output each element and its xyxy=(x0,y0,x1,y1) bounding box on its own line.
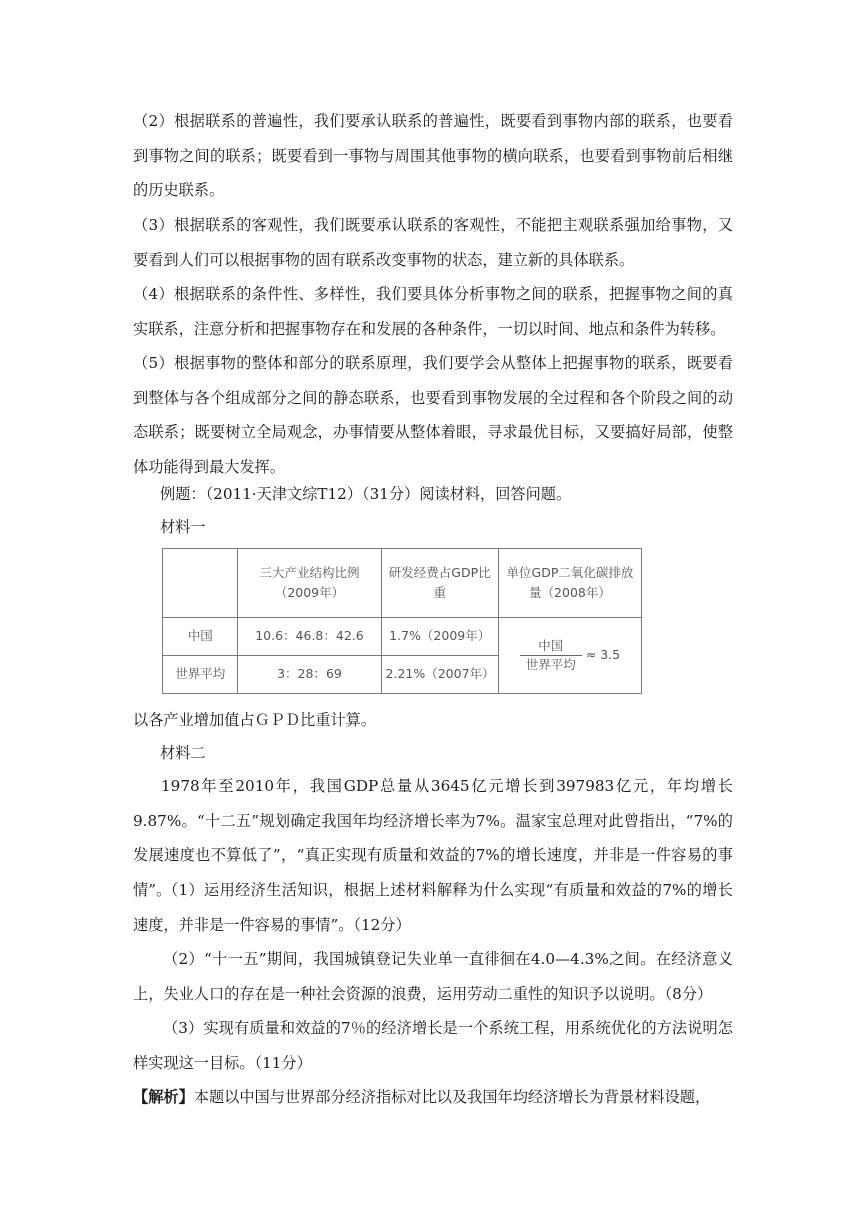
paragraph-3: （3）根据联系的客观性，我们既要承认联系的客观性，不能把主观联系强加给事物，又要看到人们可以根据事物的固有联系改变事物的状态，建立新的具体联系。 xyxy=(133,216,733,269)
analysis-paragraph xyxy=(133,1080,733,1115)
table-header-cell: 单位GDP二氧化碳排放量（2008年） xyxy=(498,549,641,618)
co2-value: ≈ 3.5 xyxy=(585,646,621,662)
structure-cell: 10.6：46.8：42.6 xyxy=(238,617,381,655)
paragraph-5: （5）根据事物的整体和部分的联系原理，我们要学会从整体上把握事物的联系，既要看到整体与各个组成部分之间的静态联系，也要看到事物发展的全过程和各个阶段之间的动态联系；既要树立全局观念，办事情要从整体着眼，寻求最优目标，又要搞好局部，使整体功能得到最大发挥。 xyxy=(133,354,733,476)
table-header-cell xyxy=(163,549,238,618)
table-header-cell: 研发经费占GDP比重 xyxy=(381,549,498,618)
table-note: 以各产业增加值占ＧＰＤ比重计算。 xyxy=(133,711,376,729)
co2-fraction xyxy=(520,637,582,674)
co2-numerator: 中国 xyxy=(520,637,582,656)
question-1: （1）运用经济生活知识，根据上述材料解释为什么实现“有质量和效益的7%的增长速度，并非是一件容易的事情”。（12分） xyxy=(133,881,733,934)
row-label: 中国 xyxy=(163,617,238,655)
table-row xyxy=(163,617,642,655)
structure-cell: 3：28：69 xyxy=(238,655,381,693)
table-header-row xyxy=(163,549,642,618)
rd-cell: 2.21%（2007年） xyxy=(381,655,498,693)
analysis-label: 【解析】 xyxy=(133,1088,194,1106)
question-2: （2）“十一五”期间，我国城镇登记失业单一直徘徊在4.0—4.3%之间。在经济意义上，失业人口的存在是一种社会资源的浪费，运用劳动二重性的知识予以说明。（8分） xyxy=(133,950,733,1003)
question-3: （3）实现有质量和效益的7％的经济增长是一个系统工程，用系统优化的方法说明怎样实现这一目标。（11分） xyxy=(133,1019,733,1072)
example-heading: 例题：（2011·天津文综T12）（31分）阅读材料，回答问题。 xyxy=(160,485,572,503)
material-two-text: 1978年至2010年，我国GDP总量从3645亿元增长到397983亿元，年均增长9.87%。“十二五”规划确定我国年均经济增长率为7%。温家宝总理对此曾指出，“7%的发展速度也不算低了”，“真正实现有质量和效益的7%的增长速度，并非是一件容易的事情”。 xyxy=(133,777,733,899)
material-one-label: 材料一 xyxy=(160,518,206,536)
co2-ratio-cell xyxy=(498,617,641,693)
paragraph-2: （2）根据联系的普遍性，我们要承认联系的普遍性，既要看到事物内部的联系，也要看到事物之间的联系；既要看到一事物与周围其他事物的横向联系，也要看到事物前后相继的历史联系。 xyxy=(133,112,733,199)
table-header-cell: 三大产业结构比例（2009年） xyxy=(238,549,381,618)
economic-indicator-table xyxy=(162,548,642,694)
row-label: 世界平均 xyxy=(163,655,238,693)
paragraph-4: （4）根据联系的条件性、多样性，我们要具体分析事物之间的联系，把握事物之间的真实联系，注意分析和把握事物存在和发展的各种条件，一切以时间、地点和条件为转移。 xyxy=(133,285,733,338)
rd-cell: 1.7%（2009年） xyxy=(381,617,498,655)
analysis-text: 本题以中国与世界部分经济指标对比以及我国年均经济增长为背景材料设题， xyxy=(193,1088,711,1106)
material-two-label: 材料二 xyxy=(160,744,206,762)
material-one-table-image xyxy=(158,544,642,694)
co2-denominator: 世界平均 xyxy=(525,656,576,672)
